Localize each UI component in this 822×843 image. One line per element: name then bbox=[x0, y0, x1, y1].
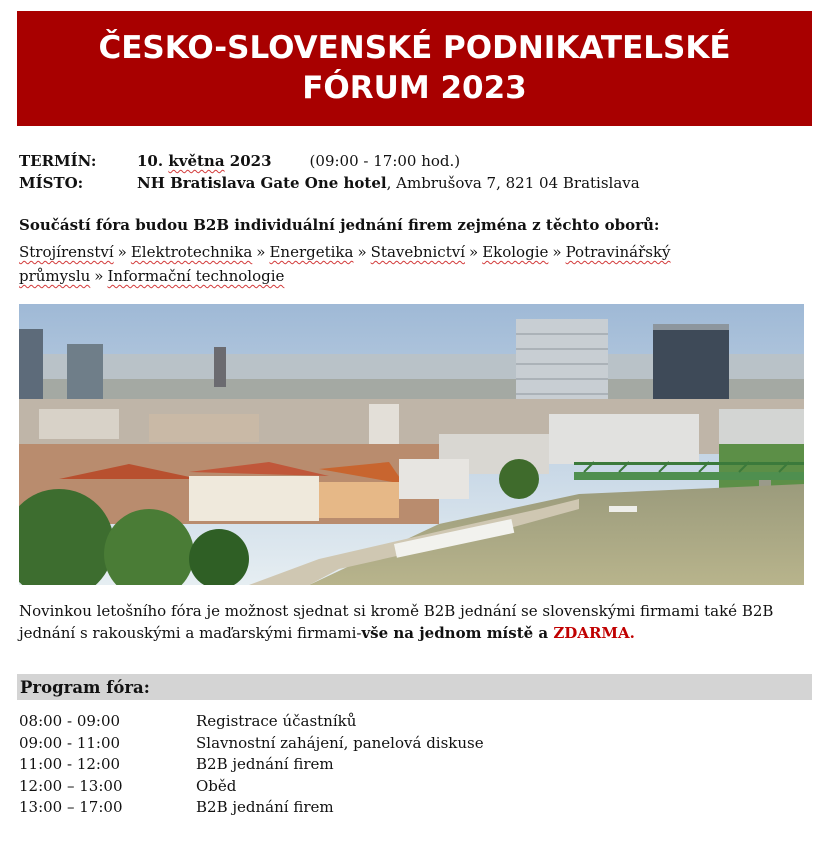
event-title-banner bbox=[17, 11, 812, 126]
event-title-line2: FÓRUM 2023 bbox=[302, 70, 527, 106]
program-time: 11:00 - 12:00 bbox=[19, 755, 121, 773]
venue-name: NH Bratislava Gate One hotel bbox=[137, 174, 387, 192]
place-row bbox=[19, 173, 640, 193]
program-time: 12:00 – 13:00 bbox=[19, 776, 123, 795]
bratislava-panorama-image bbox=[19, 304, 804, 585]
industry-separator: » bbox=[469, 243, 479, 261]
industry-item: Energetika bbox=[269, 243, 354, 261]
industry-separator: » bbox=[94, 267, 104, 285]
program-time: 08:00 - 09:00 bbox=[19, 712, 121, 730]
event-time: (09:00 - 17:00 hod.) bbox=[309, 152, 461, 170]
program-time: 09:00 - 11:00 bbox=[19, 733, 121, 752]
b2b-intro: Součástí fóra budou B2B individuální jednání firem zejména z těchto oborů: bbox=[19, 216, 660, 234]
program-item: Slavnostní zahájení, panelová diskuse bbox=[196, 733, 484, 752]
program-item: B2B jednání firem bbox=[196, 755, 334, 773]
program-item: B2B jednání firem bbox=[196, 798, 334, 816]
free-highlight: ZDARMA. bbox=[553, 624, 635, 642]
term-label: TERMÍN: bbox=[19, 152, 97, 170]
industry-separator: » bbox=[552, 243, 562, 261]
program-row bbox=[19, 776, 484, 798]
industry-item: Elektrotechnika bbox=[130, 243, 253, 261]
program-item: Oběd bbox=[196, 776, 237, 795]
industry-separator: » bbox=[256, 243, 266, 261]
news-note-text: Novinkou letošního fóra je možnost sjednat si kromě B2B jednání se slovenskými firmami také B2B jednání s rakouskými a maďarskými firmami- bbox=[19, 602, 774, 642]
industry-item: Informační technologie bbox=[107, 267, 285, 285]
venue-address: , Ambrušova 7, 821 04 Bratislava bbox=[386, 174, 640, 192]
event-title-line1: ČESKO-SLOVENSKÉ PODNIKATELSKÉ bbox=[98, 30, 731, 66]
program-row bbox=[19, 711, 484, 733]
event-date: 10. května 2023 bbox=[137, 152, 272, 170]
industry-item: Ekologie bbox=[482, 243, 549, 261]
program-heading: Program fóra: bbox=[17, 674, 812, 700]
industry-item: Stavebnictví bbox=[370, 243, 465, 261]
industry-list bbox=[19, 240, 809, 288]
event-date-month: května bbox=[168, 152, 225, 170]
industry-item: Strojírenství bbox=[19, 243, 114, 261]
program-time: 13:00 – 17:00 bbox=[19, 798, 123, 816]
news-note bbox=[19, 600, 809, 644]
news-note-bold: vše na jednom místě a bbox=[361, 624, 554, 642]
place-label: MÍSTO: bbox=[19, 174, 84, 192]
program-row bbox=[19, 797, 484, 819]
term-row bbox=[19, 151, 460, 171]
program-row bbox=[19, 754, 484, 776]
industry-separator: » bbox=[117, 243, 127, 261]
program-item: Registrace účastníků bbox=[196, 712, 357, 730]
program-schedule bbox=[19, 711, 484, 819]
program-row bbox=[19, 733, 484, 755]
industry-item: Potravinářský průmyslu bbox=[19, 243, 671, 285]
industry-separator: » bbox=[357, 243, 367, 261]
